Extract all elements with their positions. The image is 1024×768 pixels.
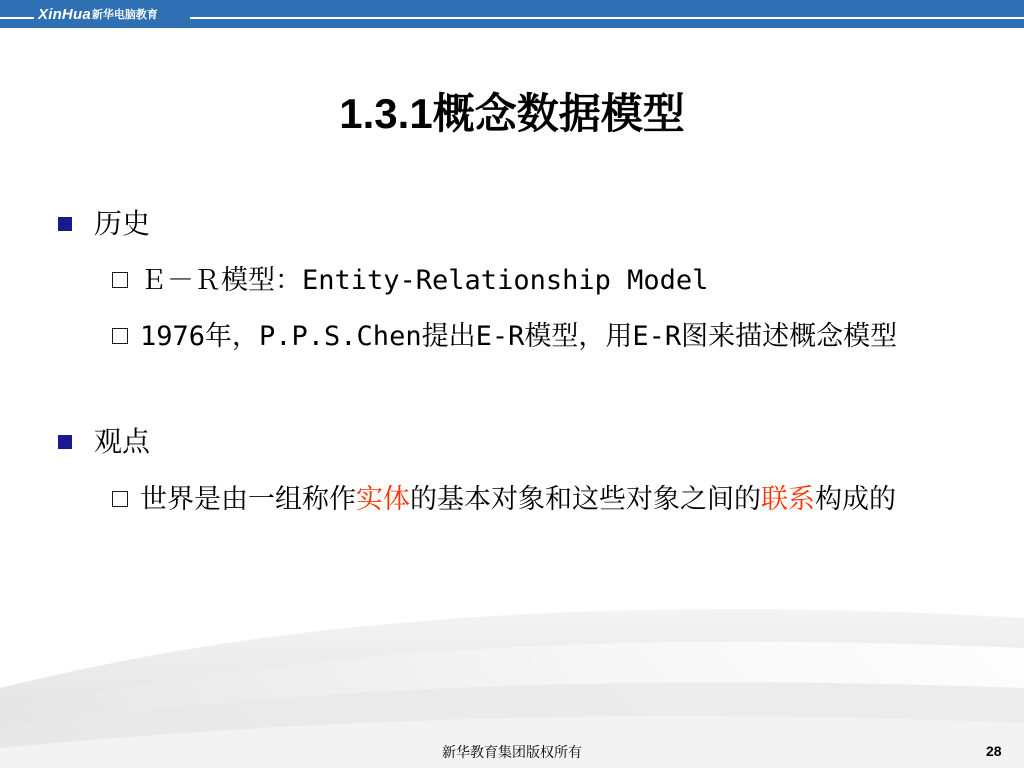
hollow-square-bullet-icon (112, 491, 128, 507)
subpoint-text (140, 478, 952, 522)
header-bar (0, 0, 1024, 28)
highlight-entity: 实体 (356, 484, 410, 515)
footer-copyright: 新华教育集团版权所有 (442, 745, 582, 761)
subpoint-er-model (112, 259, 952, 303)
square-bullet-icon (58, 435, 72, 449)
subpoint-chen-1976 (112, 315, 952, 359)
text-part: 构成的 (815, 484, 896, 515)
subpoint-world-view (112, 478, 952, 522)
header-rule-left (0, 17, 34, 19)
text-part: 世界是由一组称作 (140, 484, 356, 515)
bullet-label: 历史 (94, 207, 151, 240)
subpoint-text: Ｅ－Ｒ模型：Entity-Relationship Model (140, 265, 709, 296)
slide-title: 1.3.1概念数据模型 (339, 90, 685, 137)
subpoint-text: 1976年，P.P.S.Chen提出E-R模型，用E-R图来描述概念模型 (140, 321, 898, 352)
decorative-swoosh (0, 578, 1024, 768)
page-number: 28 (986, 743, 1002, 759)
brand-latin: XinHua (38, 5, 91, 23)
highlight-relationship: 联系 (761, 484, 815, 515)
square-bullet-icon (58, 217, 72, 231)
brand-chinese: 新华电脑教育 (91, 8, 158, 21)
bullet-point-history (58, 206, 150, 242)
hollow-square-bullet-icon (112, 328, 128, 344)
brand-logo (38, 5, 158, 23)
text-part: 的基本对象和这些对象之间的 (410, 484, 761, 515)
hollow-square-bullet-icon (112, 272, 128, 288)
bullet-point-viewpoint (58, 424, 150, 460)
header-rule-right (190, 17, 1024, 19)
bullet-label: 观点 (94, 425, 151, 458)
